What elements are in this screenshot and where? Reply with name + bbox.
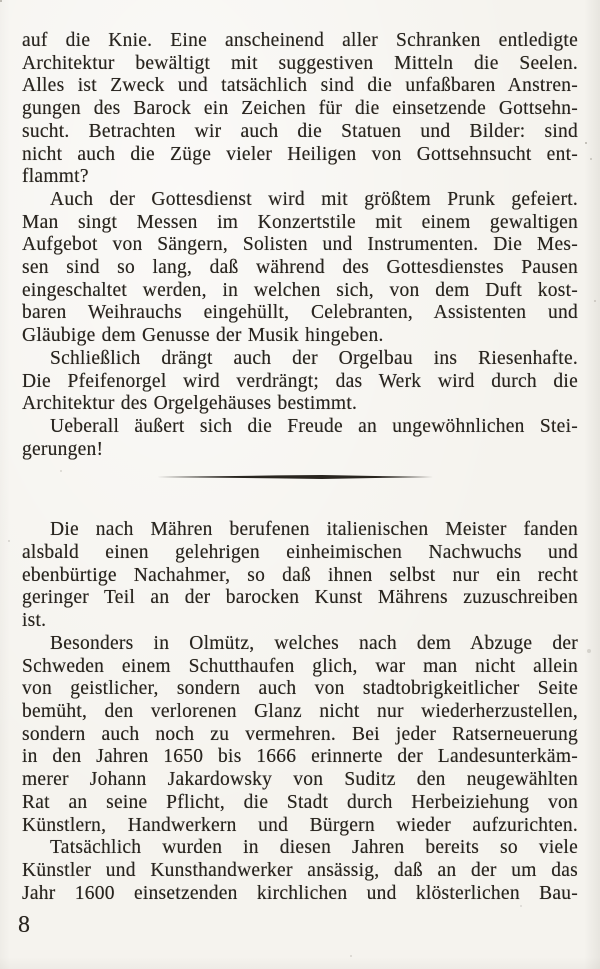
- text-line: nicht auch die Züge vieler Heiligen von Gottsehnsucht ent-: [22, 143, 578, 165]
- text-line: Rat an seine Pflicht, die Stadt durch Herbeiziehung von: [22, 791, 578, 813]
- text-line: sondern auch noch zu vermehren. Bei jeder Ratserneuerung: [22, 723, 578, 745]
- text-line: baren Weihrauchs eingehüllt, Celebranten, Assistenten und: [22, 302, 578, 324]
- paragraph-5: [22, 519, 578, 633]
- text-line: Die Pfeifenorgel wird verdrängt; das Werk wird durch die: [22, 370, 578, 392]
- text-block: [22, 30, 578, 905]
- text-line: Aufgebot von Sängern, Solisten und Instrumenten. Die Mes-: [22, 234, 578, 256]
- text-line: Künstler und Kunsthandwerker ansässig, daß an der um das: [22, 859, 578, 881]
- section-divider-rule: [157, 475, 433, 479]
- text-line: gungen des Barock ein Zeichen für die einsetzende Gottsehn-: [22, 98, 578, 120]
- text-line: Gläubige dem Genusse der Musik hingeben.: [22, 325, 384, 347]
- text-line: Schweden einem Schutthaufen glich, war man nicht allein: [22, 655, 578, 677]
- paragraph-6: [22, 633, 578, 837]
- paragraph-2: [22, 348, 578, 416]
- text-line: Schließlich drängt auch der Orgelbau ins Riesenhafte.: [50, 347, 578, 369]
- text-line: merer Johann Jakardowsky von Suditz den neugewählten: [22, 769, 578, 791]
- page-number: 8: [18, 912, 31, 938]
- text-line: sucht. Betrachten wir auch die Statuen und Bilder: sind: [22, 120, 578, 142]
- text-line: Tatsächlich wurden in diesen Jahren bereits so viele: [50, 837, 578, 859]
- text-line: Jahr 1600 einsetzenden kirchlichen und klösterlichen Bau-: [22, 882, 578, 904]
- text-line: sen sind so lang, daß während des Gottesdienstes Pausen: [22, 257, 578, 279]
- text-line: auf die Knie. Eine anscheinend aller Schranken entledigte: [22, 30, 578, 51]
- text-line: Besonders in Olmütz, welches nach dem Abzuge der: [50, 632, 578, 654]
- text-line: Die nach Mähren berufenen italienischen Meister fanden: [50, 519, 578, 541]
- text-line: Architektur des Orgelgehäuses bestimmt.: [22, 393, 358, 415]
- text-line: ist.: [22, 610, 47, 632]
- text-line: flammt?: [22, 166, 89, 188]
- paragraph-3: [22, 416, 578, 461]
- text-line: Künstlern, Handwerkern und Bürgern wieder aufzurichten.: [22, 814, 578, 836]
- paragraph-7: [22, 837, 578, 905]
- text-line: geringer Teil an der barocken Kunst Mährens zuzuschreiben: [22, 587, 578, 609]
- text-line: gerungen!: [22, 438, 104, 460]
- text-line: Ueberall äußert sich die Freude an ungewöhnlichen Stei-: [50, 415, 578, 437]
- text-line: Alles ist Zweck und tatsächlich sind die unfaßbaren Anstren-: [22, 75, 578, 97]
- text-line: ebenbürtige Nachahmer, so daß ihnen selbst nur ein recht: [22, 564, 578, 586]
- paragraph-1: [22, 189, 578, 348]
- text-line: von geistlicher, sondern auch von stadtobrigkeitlicher Seite: [22, 678, 578, 700]
- paragraph-0: [22, 30, 578, 189]
- text-line: in den Jahren 1650 bis 1666 erinnerte der Landesunterkäm-: [22, 746, 578, 768]
- text-line: bemüht, den verlorenen Glanz nicht nur wiederherzustellen,: [22, 700, 578, 722]
- text-line: eingeschaltet werden, in welchen sich, von dem Duft kost-: [22, 279, 578, 301]
- text-line: Architektur bewältigt mit suggestiven Mitteln die Seelen.: [22, 52, 578, 74]
- text-line: Man singt Messen im Konzertstile mit einem gewaltigen: [22, 211, 578, 233]
- text-line: Auch der Gottesdienst wird mit größtem Prunk gefeiert.: [50, 188, 578, 210]
- text-line: alsbald einen gelehrigen einheimischen Nachwuchs und: [22, 542, 578, 564]
